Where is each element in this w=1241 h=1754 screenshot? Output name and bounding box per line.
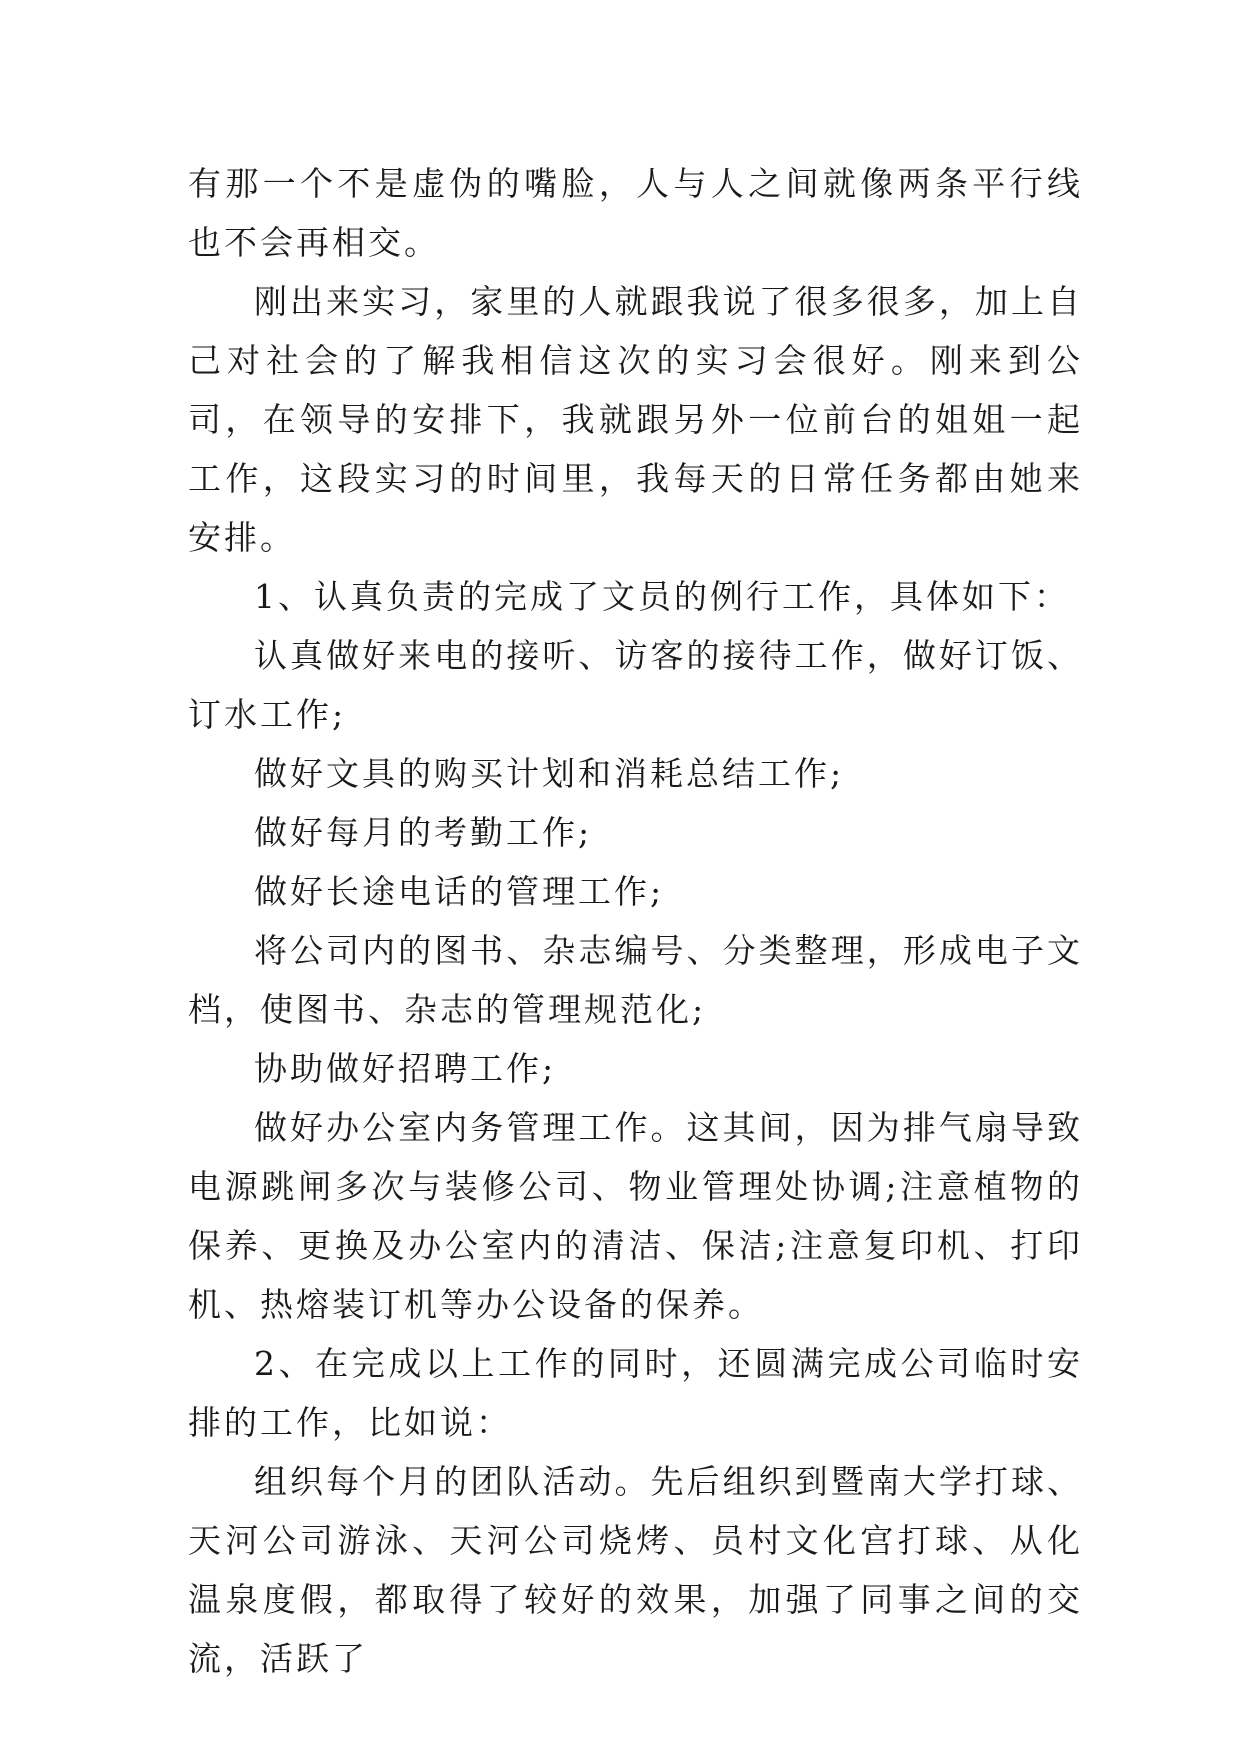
paragraph-continuation: 有那一个不是虚伪的嘴脸，人与人之间就像两条平行线也不会再相交。	[188, 164, 1083, 262]
paragraph-temporary-work-heading: 2、在完成以上工作的同时，还圆满完成公司临时安排的工作，比如说：	[188, 1344, 1083, 1442]
paragraph-routine-work-heading: 1、认真负责的完成了文员的例行工作，具体如下：	[254, 577, 1070, 616]
paragraph-internship-intro: 刚出来实习，家里的人就跟我说了很多很多，加上自己对社会的了解我相信这次的实习会很好。刚来到公司，在领导的安排下，我就跟另外一位前台的姐姐一起工作，这段实习的时间里，我每天的日常任务都由她来安排。	[188, 282, 1083, 557]
paragraph-attendance: 做好每月的考勤工作;	[254, 813, 593, 852]
document-body	[188, 154, 1083, 1688]
paragraph-books-magazines: 将公司内的图书、杂志编号、分类整理，形成电子文档，使图书、杂志的管理规范化;	[188, 931, 1083, 1029]
paragraph-team-activities: 组织每个月的团队活动。先后组织到暨南大学打球、天河公司游泳、天河公司烧烤、员村文化宫打球、从化温泉度假，都取得了较好的效果，加强了同事之间的交流，活跃了	[188, 1462, 1083, 1678]
paragraph-office-affairs: 做好办公室内务管理工作。这其间，因为排气扇导致电源跳闸多次与装修公司、物业管理处协调;注意植物的保养、更换及办公室内的清洁、保洁;注意复印机、打印机、热熔装订机等办公设备的保养。	[188, 1108, 1083, 1324]
paragraph-stationery: 做好文具的购买计划和消耗总结工作;	[254, 754, 845, 793]
paragraph-long-distance-calls: 做好长途电话的管理工作;	[254, 872, 665, 911]
paragraph-phone-visitors: 认真做好来电的接听、访客的接待工作，做好订饭、订水工作;	[188, 636, 1083, 734]
paragraph-recruitment: 协助做好招聘工作;	[254, 1049, 557, 1088]
